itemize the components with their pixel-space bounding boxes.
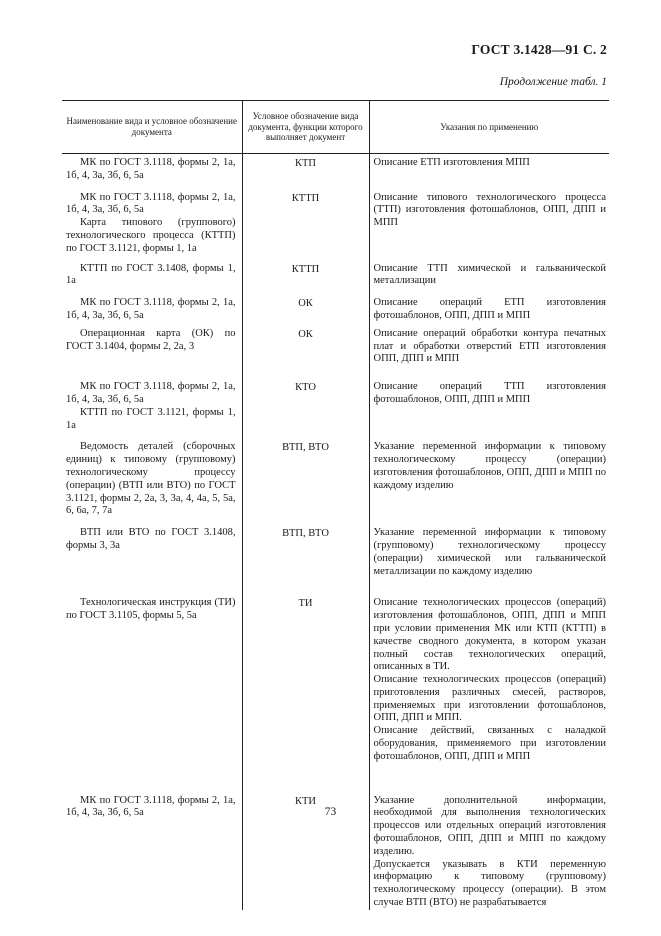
document-name: Карта типового (группового) технологического процесса (КТТП) по ГОСТ 3.1121, формы 1, 1а	[66, 217, 236, 254]
document-name: МК по ГОСТ 3.1118, формы 2, 1а, 1б, 4, 3а, 3б, 6, 5а	[66, 157, 236, 181]
document-types-table	[62, 100, 609, 910]
document-name: Технологическая инструкция (ТИ) по ГОСТ 3.1105, формы 5, 5а	[66, 597, 236, 622]
application-notes-cell	[369, 325, 609, 378]
document-name: МК по ГОСТ 3.1118, формы 2, 1а, 1б, 4, 3а, 3б, 6, 5а	[66, 794, 236, 819]
table-row	[62, 154, 609, 189]
table-row	[62, 189, 609, 260]
document-name-cell	[62, 260, 242, 295]
page-number: 73	[324, 806, 337, 818]
document-name-cell	[62, 325, 242, 378]
document-code-cell: КТП	[242, 154, 369, 189]
table-row	[62, 524, 609, 594]
table-row	[62, 294, 609, 325]
document-name: КТТП по ГОСТ 3.1408, формы 1, 1а	[66, 262, 236, 287]
application-note: Описание ТТП химической и гальванической металлизации	[373, 262, 606, 287]
document-code-cell: КТТП	[242, 189, 369, 260]
document-code-cell: КТИ	[242, 792, 369, 910]
document-name: МК по ГОСТ 3.1118, формы 2, 1а, 1б, 4, 3а, 3б, 6, 5а	[66, 191, 236, 216]
document-code-cell: ТИ	[242, 594, 369, 791]
document-name-cell	[62, 294, 242, 325]
application-note: Описание действий, связанных с наладкой оборудования, применяемого при изготовлении фотошаблонов, ОПП, ДПП и МПП	[373, 725, 606, 762]
document-code-cell: КТТП	[242, 260, 369, 295]
document-name-cell	[62, 594, 242, 791]
document-name: КТТП по ГОСТ 3.1121, формы 1, 1а	[66, 406, 236, 431]
document-code-cell: КТО	[242, 378, 369, 438]
table-header-row	[62, 101, 609, 154]
application-note: Указание переменной информации к типовому (групповому) технологическому процессу (операции) химической или гальванической металлизации по каждому изделию	[373, 527, 606, 577]
table-row	[62, 594, 609, 791]
document-code-cell: ВТП, ВТО	[242, 524, 369, 594]
application-note: Описание технологических процессов (операций) приготовления различных смесей, растворов, применяемых при изготовлении фотошаблонов, ОПП, ДПП и МПП.	[373, 674, 606, 724]
table-continuation-label: Продолжение табл. 1	[499, 76, 607, 88]
application-note: Указание дополнительной информации, необходимой для выполнения технологических процессов или отдельных операций изготовления фотошаблонов, ОПП, ДПП и МПП по каждому изделию.	[373, 794, 606, 857]
column-header-notes: Указания по применению	[369, 101, 609, 154]
application-note: Допускается указывать в КТИ переменную информацию к типовому (групповому) технологическому процессу (операции). В этом случае ВТП (ВТО) не разрабатывается	[373, 858, 606, 909]
application-notes-cell	[369, 378, 609, 438]
application-notes-cell	[369, 524, 609, 594]
document-name-cell	[62, 524, 242, 594]
application-note: Описание технологических процессов (операций) изготовления фотошаблонов, ОПП, ДПП и МПП при условии применения МК или КТП (КТТП) в качестве сводного документа, в котором указан полный состав технологических операций, описанных в ТИ.	[373, 597, 606, 673]
document-header: ГОСТ 3.1428—91 С. 2	[471, 42, 607, 57]
application-note: Описание операций ТТП изготовления фотошаблонов, ОПП, ДПП и МПП	[373, 381, 606, 405]
document-name: МК по ГОСТ 3.1118, формы 2, 1а, 1б, 4, 3а, 3б, 6, 5а	[66, 381, 236, 405]
table-row	[62, 378, 609, 438]
document-code-cell: ОК	[242, 325, 369, 378]
application-note: Указание переменной информации к типовому технологическому процессу (операции) изготовления фотошаблонов, ОПП, ДПП и МПП по каждому изделию	[373, 441, 606, 491]
application-notes-cell	[369, 294, 609, 325]
table-row	[62, 325, 609, 378]
document-name: Операционная карта (ОК) по ГОСТ 3.1404, формы 2, 2а, 3	[66, 327, 236, 352]
table-row	[62, 260, 609, 295]
document-code-cell: ОК	[242, 294, 369, 325]
application-note: Описание операций ЕТП изготовления фотошаблонов, ОПП, ДПП и МПП	[373, 297, 606, 321]
document-name-cell	[62, 438, 242, 524]
document-name: Ведомость деталей (сборочных единиц) к типовому (групповому) технологическому процессу (операции) (ВТП или ВТО) по ГОСТ 3.1121, формы 2, 2а, 3, 3а, 4, 4а, 5, 5а, 6, 6а, 7, 7а	[66, 441, 236, 517]
application-notes-cell	[369, 189, 609, 260]
document-name: МК по ГОСТ 3.1118, формы 2, 1а, 1б, 4, 3а, 3б, 6, 5а	[66, 297, 236, 321]
document-name-cell	[62, 378, 242, 438]
document-name-cell	[62, 154, 242, 189]
table-row	[62, 438, 609, 524]
document-code-cell: ВТП, ВТО	[242, 438, 369, 524]
table-body	[62, 154, 609, 910]
application-notes-cell	[369, 260, 609, 295]
application-note: Описание ЕТП изготовления МПП	[373, 157, 530, 168]
document-name-cell	[62, 189, 242, 260]
application-note: Описание операций обработки контура печатных плат и обработки отверстий ЕТП изготовления ОПП, ДПП и МПП	[373, 327, 606, 365]
application-notes-cell	[369, 438, 609, 524]
application-notes-cell	[369, 594, 609, 791]
application-note: Описание типового технологического процесса (ТТП) изготовления фотошаблонов, ОПП, ДПП и МПП	[373, 191, 606, 229]
document-name: ВТП или ВТО по ГОСТ 3.1408, формы 3, 3а	[66, 527, 236, 551]
column-header-code: Условное обозначение вида документа, функции которого выполняет документ	[242, 101, 369, 154]
application-notes-cell	[369, 154, 609, 189]
column-header-name: Наименование вида и условное обозначение документа	[62, 101, 242, 154]
